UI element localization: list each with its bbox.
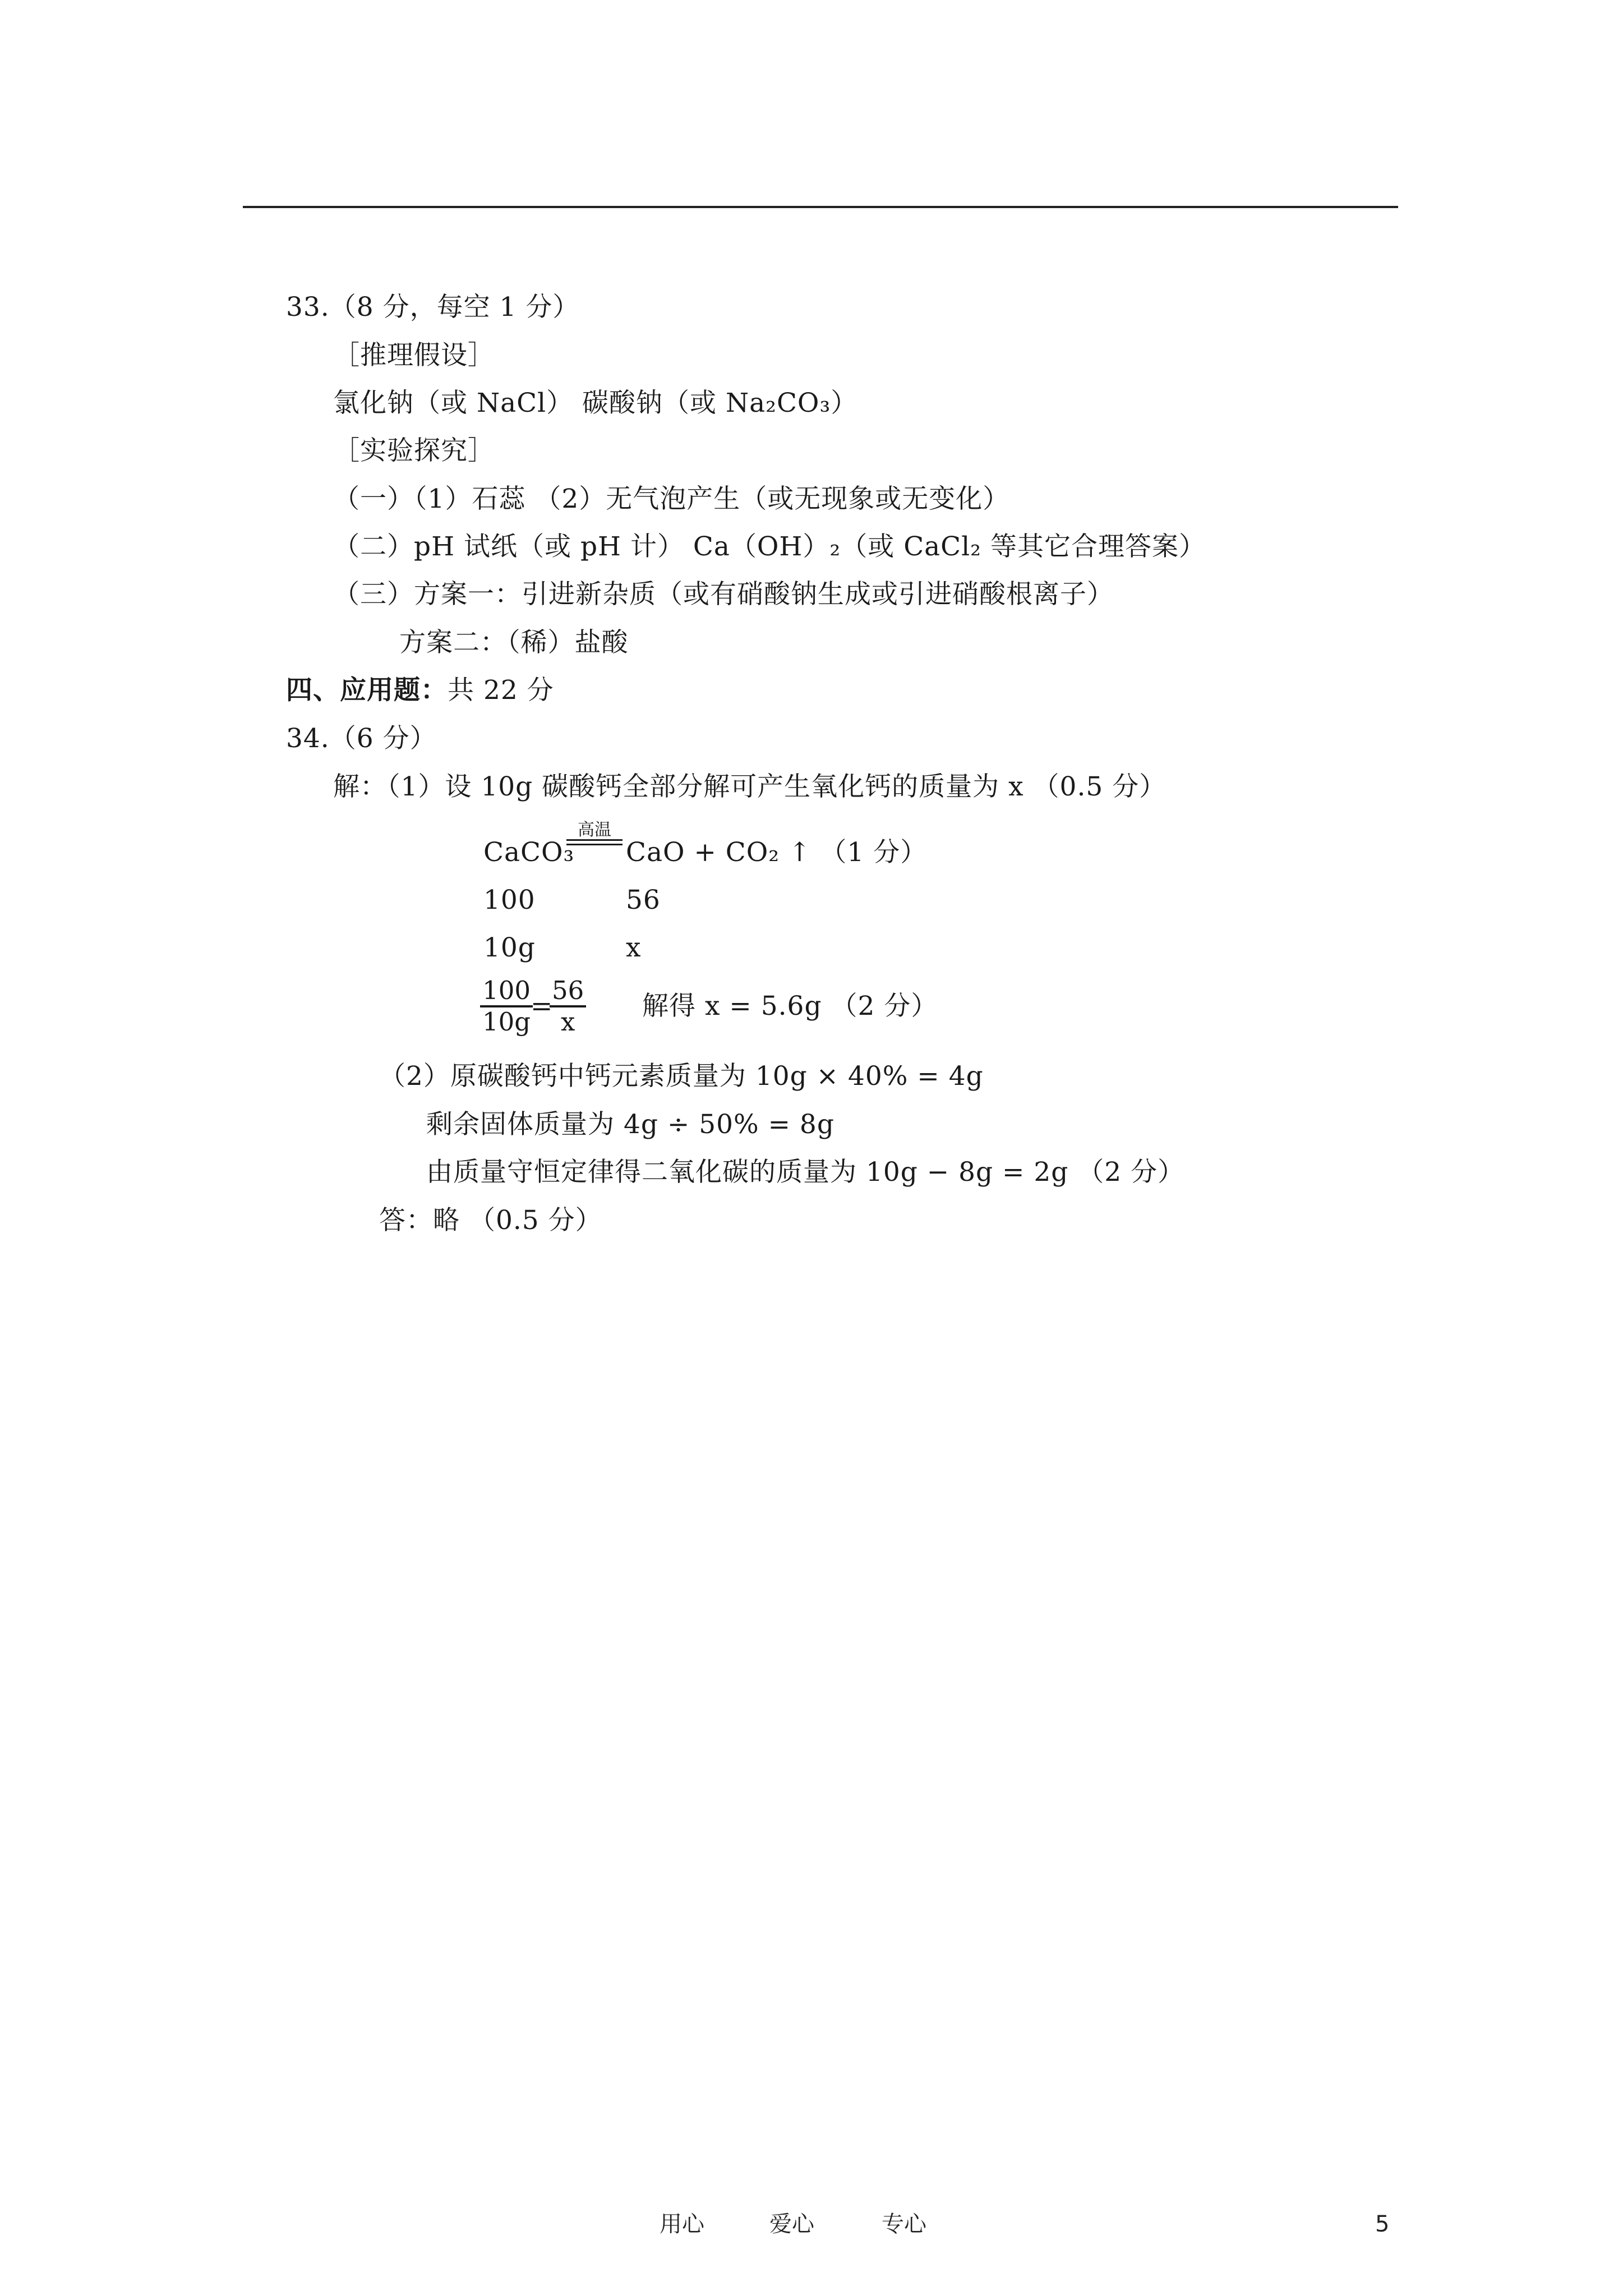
- q33-part1: （一）（1）石蕊 （2）无气泡产生（或无现象或无变化）: [333, 484, 1010, 514]
- q33-section-hypothesis: ［推理假设］: [333, 340, 495, 371]
- fraction-left: [480, 976, 533, 1037]
- solve-result: 解得 x = 5.6g （2 分）: [642, 991, 938, 1022]
- q33-part2: （二）pH 试纸（或 pH 计） Ca（OH）₂（或 CaCl₂ 等其它合理答案）: [333, 531, 1206, 562]
- unknown-mass: x: [626, 932, 642, 963]
- fraction-equals: =: [531, 991, 554, 1022]
- equation-reactant: CaCO₃: [483, 837, 575, 868]
- footer-slogan-3: 专心: [882, 2211, 926, 2237]
- page-number: 5: [1375, 2211, 1390, 2237]
- fraction-left-denominator: 10g: [482, 1007, 531, 1037]
- section4-points: 共 22 分: [448, 675, 554, 706]
- footer-slogan-2: 爱心: [769, 2211, 814, 2237]
- q34-header: 34.（6 分）: [286, 723, 437, 754]
- q33-hypothesis-answer: 氯化钠（或 NaCl） 碳酸钠（或 Na₂CO₃）: [333, 388, 858, 418]
- q33-part3: （三）方案一：引进新杂质（或有硝酸钠生成或引进硝酸根离子）: [333, 579, 1114, 610]
- q33-header: 33.（8 分，每空 1 分）: [286, 292, 580, 323]
- q34-step2-remaining: 剩余固体质量为 4g ÷ 50% = 8g: [426, 1109, 834, 1140]
- fraction-right: [550, 976, 586, 1037]
- equation-arrow: [566, 821, 623, 845]
- q34-step2: （2）原碳酸钙中钙元素质量为 10g × 40% = 4g: [379, 1061, 984, 1092]
- molar-mass-cao: 56: [626, 885, 661, 915]
- q34-step1: 解：（1）设 10g 碳酸钙全部分解可产生氧化钙的质量为 x （0.5 分）: [333, 771, 1166, 802]
- section4-title: [286, 674, 554, 707]
- given-mass: 10g: [483, 932, 536, 963]
- footer-slogan-1: 用心: [660, 2211, 704, 2237]
- molar-mass-caco3: 100: [483, 885, 536, 915]
- q33-section-experiment: ［实验探究］: [333, 435, 495, 466]
- fraction-left-numerator: 100: [480, 976, 533, 1007]
- equation-products: CaO + CO₂ ↑ （1 分）: [626, 837, 928, 868]
- equation-double-bar: [566, 839, 623, 845]
- section4-label: 四、应用题：: [286, 675, 448, 706]
- equation-condition: 高温: [578, 820, 611, 840]
- fraction-right-numerator: 56: [550, 976, 586, 1007]
- fraction-right-denominator: x: [560, 1007, 575, 1037]
- q34-step2-co2: 由质量守恒定律得二氧化碳的质量为 10g − 8g = 2g （2 分）: [426, 1157, 1185, 1188]
- q33-part3-plan2: 方案二：（稀）盐酸: [399, 627, 629, 658]
- q34-answer: 答：略 （0.5 分）: [379, 1205, 602, 1236]
